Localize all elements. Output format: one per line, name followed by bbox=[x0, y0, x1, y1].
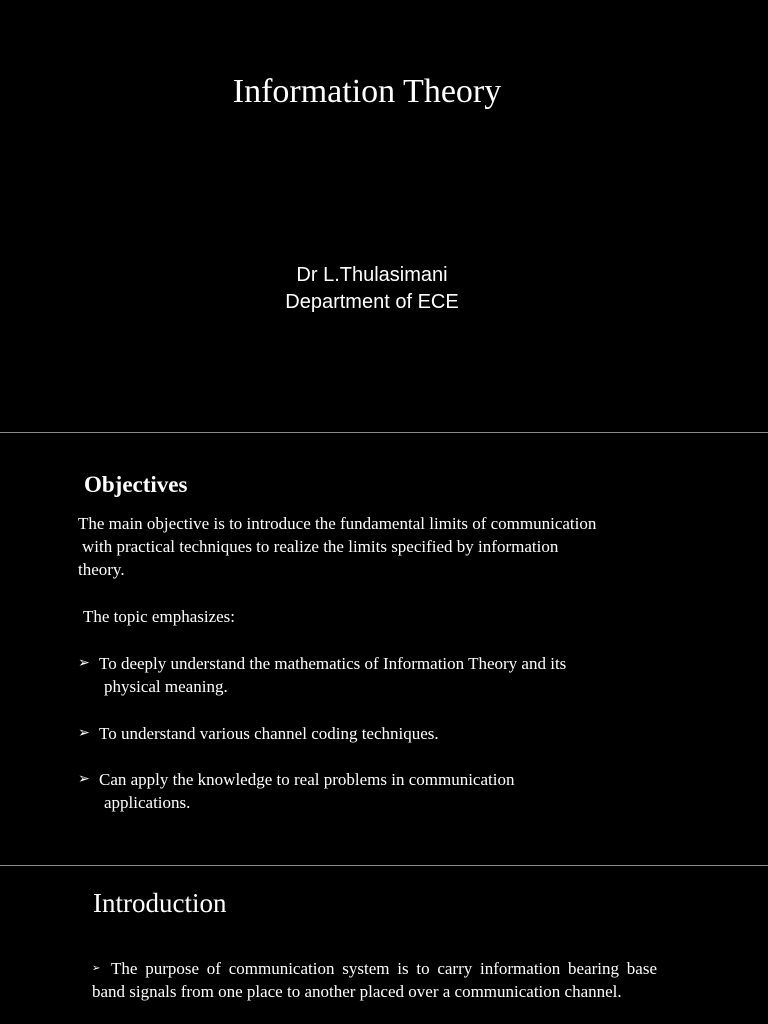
author-department: Department of ECE bbox=[285, 291, 459, 313]
bullet-text-line: physical meaning. bbox=[104, 677, 228, 696]
objectives-bullet bbox=[78, 768, 678, 814]
author-name: Dr L.Thulasimani bbox=[296, 264, 448, 286]
introduction-bullet bbox=[92, 957, 657, 1003]
objectives-paragraph-line: The main objective is to introduce the fundamental limits of communication bbox=[78, 514, 597, 533]
objectives-bullet bbox=[78, 652, 678, 698]
objectives-heading: Objectives bbox=[84, 472, 188, 497]
slide-title-heading: Information Theory bbox=[232, 73, 502, 110]
slide-introduction bbox=[0, 866, 768, 1024]
objectives-paragraph-line: theory. bbox=[78, 560, 125, 579]
slide-title bbox=[0, 0, 768, 432]
bullet-text-line: To understand various channel coding techniques. bbox=[99, 724, 439, 743]
arrow-bullet-icon: ➢ bbox=[78, 725, 90, 741]
introduction-bullet-text: The purpose of communication system is to carry information bearing base band signals from one place to another placed over a communication channel. bbox=[92, 959, 657, 1001]
slide-objectives bbox=[0, 433, 768, 865]
bullet-text-line: applications. bbox=[104, 793, 191, 812]
arrow-bullet-icon: ➢ bbox=[78, 655, 90, 671]
bullet-text-line: To deeply understand the mathematics of Information Theory and its bbox=[99, 654, 567, 673]
arrow-bullet-icon: ➢ bbox=[92, 963, 101, 974]
introduction-heading: Introduction bbox=[93, 888, 227, 918]
objectives-paragraph bbox=[78, 512, 678, 581]
objectives-paragraph-line: with practical techniques to realize the limits specified by information bbox=[82, 537, 559, 556]
arrow-bullet-icon: ➢ bbox=[78, 771, 90, 787]
author-block bbox=[0, 262, 744, 316]
objectives-bullet bbox=[78, 722, 678, 745]
bullet-text-line: Can apply the knowledge to real problems in communication bbox=[99, 770, 515, 789]
objectives-emphasis-intro: The topic emphasizes: bbox=[83, 607, 236, 626]
